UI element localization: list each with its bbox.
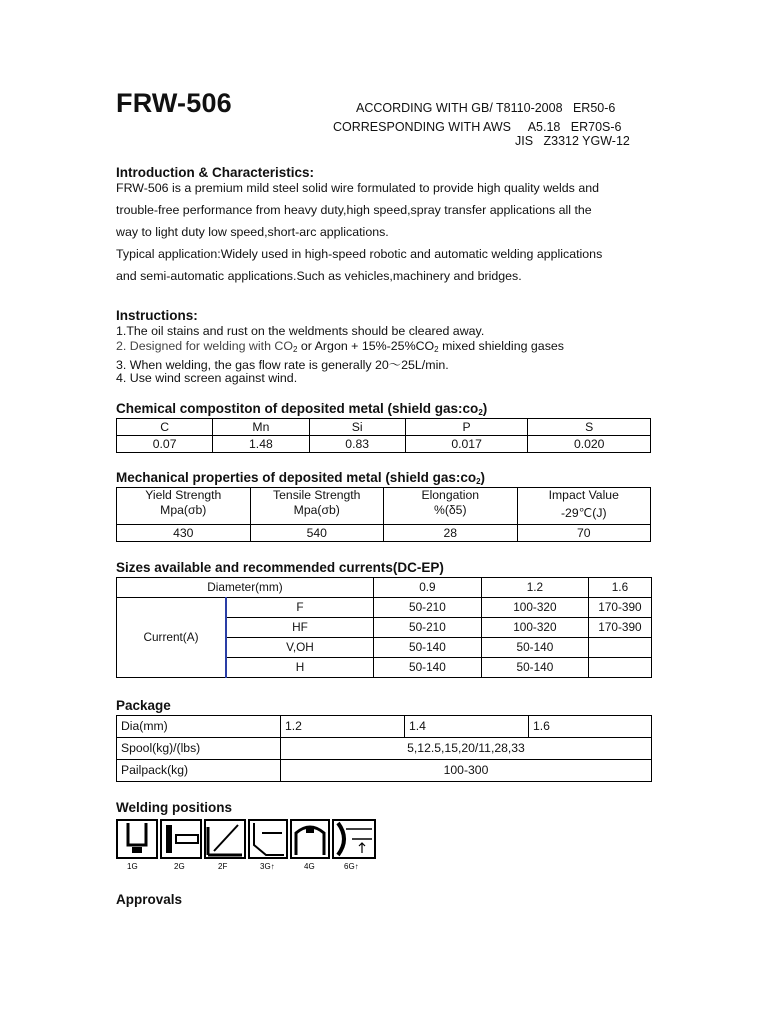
position-label: 1G — [127, 862, 138, 871]
table-header: 1.2 — [481, 578, 588, 598]
table-cell: HF — [226, 618, 373, 638]
table-header: C — [117, 419, 213, 436]
position-3g-icon — [249, 820, 287, 858]
table-row — [117, 760, 652, 782]
table-cell: 1.2 — [281, 716, 405, 738]
table-cell: 50-140 — [481, 638, 588, 658]
mechanical-heading-end: ) — [480, 470, 486, 485]
co2-subscript: 2 — [434, 345, 439, 354]
table-header: Si — [309, 419, 405, 436]
position-label: 4G — [304, 862, 315, 871]
position-6g-icon — [333, 820, 375, 858]
table-cell: 50-140 — [481, 658, 588, 678]
yield-label: Yield Strength — [145, 488, 222, 502]
tensile-unit: Mpa(σb) — [293, 502, 340, 517]
table-header — [117, 488, 251, 525]
table-row — [117, 419, 651, 436]
table-row — [117, 738, 652, 760]
table-cell: 50-210 — [373, 618, 481, 638]
table-row — [117, 488, 651, 525]
position-label: 6G↑ — [344, 862, 359, 871]
chemical-heading-text: Chemical compostiton of deposited metal (shield gas:co — [116, 401, 479, 416]
table-header: Diameter(mm) — [117, 578, 374, 598]
table-header — [384, 488, 518, 525]
chemical-table — [116, 418, 651, 453]
position-label: 2F — [218, 862, 228, 871]
instruction-2-a: 2. Designed for welding with CO — [116, 339, 293, 353]
instruction-1: 1.The oil stains and rust on the weldments should be cleared away. — [116, 324, 485, 338]
mechanical-heading-text: Mechanical properties of deposited metal (shield gas:co — [116, 470, 477, 485]
table-cell: 100-320 — [481, 598, 588, 618]
position-2f-icon — [205, 820, 245, 858]
table-row — [117, 525, 651, 542]
instruction-2-e: mixed shielding gases — [438, 339, 564, 353]
table-row — [117, 598, 652, 618]
table-cell: 170-390 — [588, 598, 651, 618]
table-row — [117, 716, 652, 738]
package-heading: Package — [116, 698, 171, 713]
welding-positions-diagram — [116, 819, 380, 871]
impact-label: Impact Value — [548, 488, 619, 502]
table-cell: 50-140 — [373, 658, 481, 678]
table-header: P — [405, 419, 528, 436]
elongation-label: Elongation — [421, 488, 480, 502]
table-cell: 0.83 — [309, 436, 405, 453]
intro-line: Typical application:Widely used in high-speed robotic and automatic welding applications — [116, 247, 603, 261]
standard-gb: ACCORDING WITH GB/ T8110-2008 ER50-6 — [356, 101, 616, 115]
chemical-heading — [116, 401, 487, 417]
instruction-2 — [116, 339, 564, 354]
intro-line: way to light duty low speed,short-arc applications. — [116, 225, 389, 239]
instruction-2-c: or Argon + 15%-25%CO — [297, 339, 435, 353]
table-cell: 50-140 — [373, 638, 481, 658]
position-label: 2G — [174, 862, 185, 871]
position-2g-icon — [161, 820, 201, 858]
table-cell: 0.07 — [117, 436, 213, 453]
table-header: S — [528, 419, 651, 436]
table-header — [517, 488, 651, 525]
table-cell — [588, 638, 651, 658]
table-cell: 1.48 — [213, 436, 309, 453]
table-header: 0.9 — [373, 578, 481, 598]
table-cell: 430 — [117, 525, 251, 542]
instructions-heading: Instructions: — [116, 308, 198, 323]
current-label: Current(A) — [117, 598, 227, 678]
table-cell: 540 — [250, 525, 384, 542]
mechanical-table — [116, 487, 651, 542]
table-header: Pailpack(kg) — [117, 760, 281, 782]
table-cell: 0.020 — [528, 436, 651, 453]
package-table — [116, 715, 652, 782]
position-label: 3G↑ — [260, 862, 275, 871]
table-cell: 1.4 — [405, 716, 529, 738]
standard-aws: CORRESPONDING WITH AWS A5.18 ER70S-6 — [333, 120, 622, 134]
intro-heading: Introduction & Characteristics: — [116, 165, 315, 180]
table-header: Dia(mm) — [117, 716, 281, 738]
position-1g-icon — [117, 820, 157, 858]
standard-jis: JIS Z3312 YGW-12 — [515, 134, 630, 148]
intro-line: FRW-506 is a premium mild steel solid wire formulated to provide high quality welds and — [116, 181, 599, 195]
table-cell: 50-210 — [373, 598, 481, 618]
approvals-heading: Approvals — [116, 892, 183, 907]
instruction-4: 4. Use wind screen against wind. — [116, 371, 298, 385]
sizes-heading: Sizes available and recommended currents(DC-EP) — [116, 560, 444, 575]
table-header: Spool(kg)/(lbs) — [117, 738, 281, 760]
position-4g-icon — [291, 820, 329, 858]
co2-subscript: 2 — [478, 408, 483, 417]
table-header: Mn — [213, 419, 309, 436]
mechanical-heading — [116, 470, 485, 486]
table-cell: 0.017 — [405, 436, 528, 453]
table-cell: V,OH — [226, 638, 373, 658]
table-cell — [588, 658, 651, 678]
table-cell: 100-300 — [281, 760, 652, 782]
instruction-3: 3. When welding, the gas flow rate is generally 20～25L/min. — [116, 358, 449, 372]
intro-line: and semi-automatic applications.Such as vehicles,machinery and bridges. — [116, 269, 522, 283]
elongation-unit: %(δ5) — [433, 502, 467, 517]
intro-line: trouble-free performance from heavy duty,high speed,spray transfer applications all the — [116, 203, 592, 217]
table-header: 1.6 — [588, 578, 651, 598]
product-title: FRW-506 — [116, 88, 232, 118]
co2-subscript: 2 — [293, 345, 298, 354]
table-row — [117, 578, 652, 598]
table-cell: 170-390 — [588, 618, 651, 638]
tensile-label: Tensile Strength — [273, 488, 361, 502]
table-cell: 28 — [384, 525, 518, 542]
table-cell: 100-320 — [481, 618, 588, 638]
co2-subscript: 2 — [476, 477, 481, 486]
welding-positions-heading: Welding positions — [116, 800, 232, 815]
sizes-table — [116, 577, 652, 678]
impact-unit: -29℃(J) — [560, 505, 607, 520]
table-cell: 1.6 — [529, 716, 652, 738]
table-cell: H — [226, 658, 373, 678]
table-cell: 5,12.5,15,20/11,28,33 — [281, 738, 652, 760]
table-row — [117, 436, 651, 453]
table-cell: F — [226, 598, 373, 618]
table-cell: 70 — [517, 525, 651, 542]
table-header — [250, 488, 384, 525]
yield-unit: Mpa(σb) — [160, 502, 207, 517]
chemical-heading-end: ) — [482, 401, 488, 416]
